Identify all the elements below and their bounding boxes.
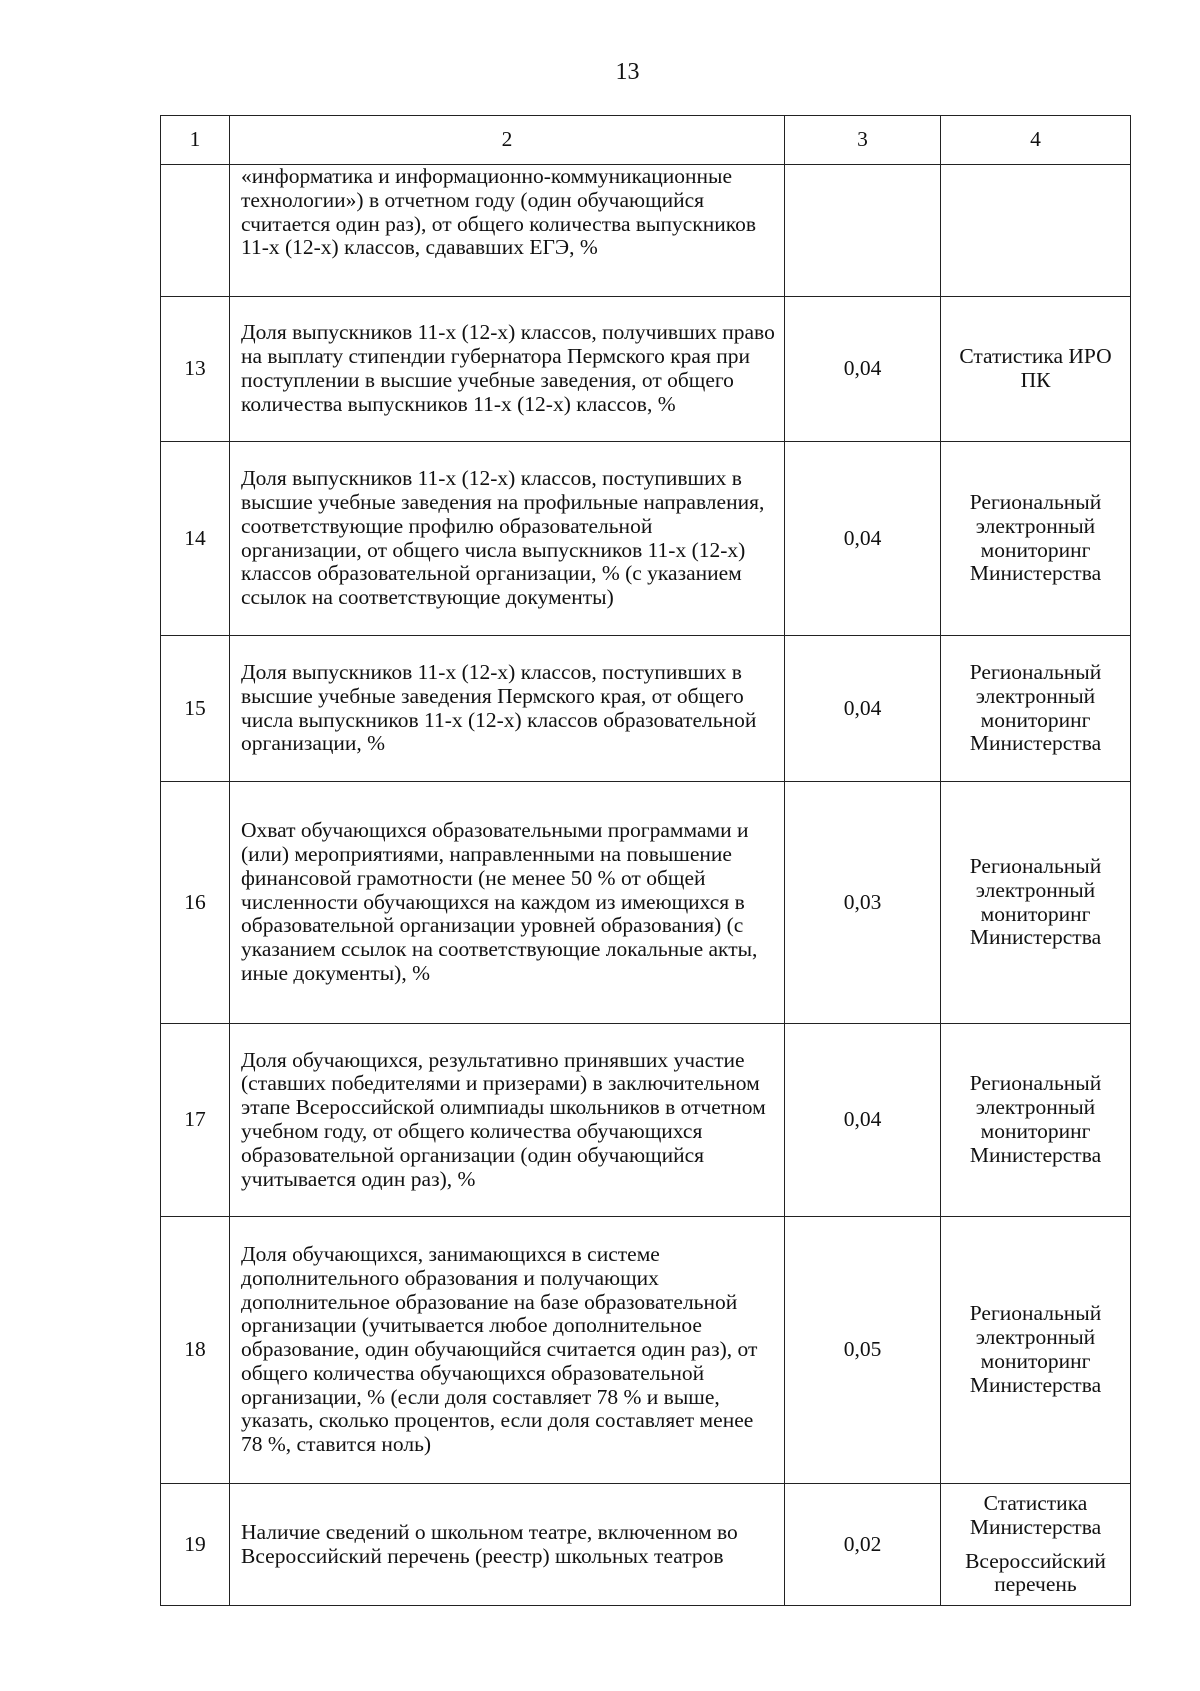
- row-description: Доля обучающихся, занимающихся в системе дополнительного образования и получающих дополнительное образование на базе образовательной организации (учитывается любое дополнительное образование, один обучающийся считается один раз), от общего количества обучающихся образовательной организации, % (если доля составляет 78 % и выше, указать, сколько процентов, если доля составляет менее 78 %, ставится ноль): [230, 1217, 785, 1484]
- row-source: [941, 1484, 1131, 1606]
- source-text: Региональный электронный мониторинг Министерства: [969, 489, 1102, 586]
- row-number: 14: [161, 442, 230, 636]
- row-description: Охват обучающихся образовательными программами и (или) мероприятиями, направленными на повышение финансовой грамотности (не менее 50 % от общей численности обучающихся на каждом из имеющихся в образовательной организации уровней образования) (с указанием ссылок на соответствующие локальные акты, иные документы), %: [230, 782, 785, 1024]
- row-weight: 0,05: [785, 1217, 941, 1484]
- source-text: Региональный электронный мониторинг Министерства: [969, 659, 1102, 756]
- row-source: [941, 636, 1131, 782]
- row-weight: 0,04: [785, 442, 941, 636]
- row-weight: 0,04: [785, 297, 941, 442]
- source-text: Статистика Министерства: [969, 1490, 1102, 1539]
- source-text: Региональный электронный мониторинг Министерства: [969, 1301, 1102, 1397]
- column-header-3: 3: [785, 116, 941, 165]
- row-number: 13: [161, 297, 230, 442]
- row-number: 18: [161, 1217, 230, 1484]
- row-description: «информатика и информационно-коммуникационные технологии») в отчетном году (один обучающийся считается один раз), от общего количества выпускников 11-х (12-х) классов, сдававших ЕГЭ, %: [230, 165, 785, 297]
- page-number: 13: [615, 59, 640, 85]
- row-number: 19: [161, 1484, 230, 1606]
- row-weight: [785, 165, 941, 297]
- row-source: [941, 1217, 1131, 1484]
- table-row: [161, 165, 1131, 297]
- source-spacer: [947, 1540, 1124, 1550]
- table-row: [161, 1024, 1131, 1217]
- row-number: 17: [161, 1024, 230, 1217]
- row-weight: 0,04: [785, 636, 941, 782]
- row-number: 16: [161, 782, 230, 1024]
- row-description: Доля выпускников 11-х (12-х) классов, поступивших в высшие учебные заведения на профильные направления, соответствующие профилю образовательной организации, от общего числа выпускников 11-х (12-х) классов образовательной организации, % (с указанием ссылок на соответствующие документы): [230, 442, 785, 636]
- source-text: Региональный электронный мониторинг Министерства: [969, 1071, 1102, 1167]
- table-row: [161, 1217, 1131, 1484]
- row-number: [161, 165, 230, 297]
- column-header-2: 2: [230, 116, 785, 165]
- source-text: Статистика ИРО ПК: [959, 344, 1112, 392]
- column-header-1: 1: [161, 116, 230, 165]
- row-weight: 0,02: [785, 1484, 941, 1606]
- criteria-table: [160, 115, 1131, 1606]
- row-source: [941, 297, 1131, 442]
- row-weight: 0,03: [785, 782, 941, 1024]
- row-description: Доля обучающихся, результативно принявших участие (ставших победителями и призерами) в заключительном этапе Всероссийской олимпиады школьников в отчетном учебном году, от общего количества обучающихся образовательной организации (один обучающийся учитывается один раз), %: [230, 1024, 785, 1217]
- row-source: [941, 165, 1131, 297]
- source-text: Региональный электронный мониторинг Министерства: [969, 853, 1102, 950]
- table-row: [161, 782, 1131, 1024]
- table-row: [161, 442, 1131, 636]
- table-row: [161, 636, 1131, 782]
- table-header-row: [161, 116, 1131, 165]
- column-header-4: 4: [941, 116, 1131, 165]
- row-weight: 0,04: [785, 1024, 941, 1217]
- table-row: [161, 1484, 1131, 1606]
- row-source: [941, 442, 1131, 636]
- row-description: Доля выпускников 11-х (12-х) классов, получивших право на выплату стипендии губернатора Пермского края при поступлении в высшие учебные заведения, от общего количества выпускников 11-х (12-х) классов, %: [230, 297, 785, 442]
- row-source: [941, 1024, 1131, 1217]
- table-row: [161, 297, 1131, 442]
- row-number: 15: [161, 636, 230, 782]
- row-description: Доля выпускников 11-х (12-х) классов, поступивших в высшие учебные заведения Пермского края, от общего числа выпускников 11-х (12-х) классов образовательной организации, %: [230, 636, 785, 782]
- row-source: [941, 782, 1131, 1024]
- source-text: Всероссийский перечень: [965, 1548, 1106, 1597]
- row-description: Наличие сведений о школьном театре, включенном во Всероссийский перечень (реестр) школьных театров: [230, 1484, 785, 1606]
